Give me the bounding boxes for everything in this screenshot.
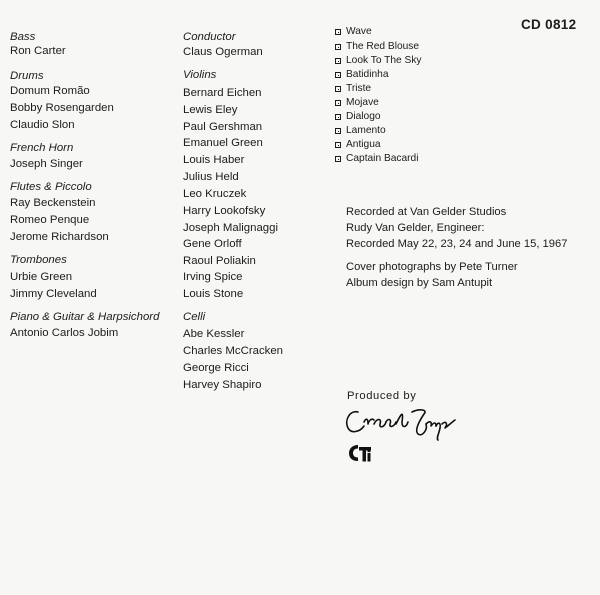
produced-by-label: Produced by [347, 390, 417, 402]
track-title: Antigua [346, 139, 381, 150]
musician-name: Claudio Slon [10, 119, 75, 131]
track-item [335, 111, 381, 123]
musician-name: Urbie Green [10, 271, 73, 283]
track-item [335, 97, 379, 109]
track-title: Look To The Sky [346, 55, 422, 66]
recording-info-line: Rudy Van Gelder, Engineer: [346, 222, 485, 234]
musician-name: George Ricci [183, 362, 249, 374]
section-title-trombones: Trombones [10, 254, 67, 266]
musician-name: Julius Held [183, 171, 239, 183]
musician-name: Jerome Richardson [10, 231, 109, 243]
musician-name: Gene Orloff [183, 238, 242, 250]
musician-name: Lewis Eley [183, 104, 238, 116]
musician-name: Bobby Rosengarden [10, 102, 114, 114]
producer-signature [342, 402, 462, 442]
track-title: The Red Blouse [346, 41, 420, 52]
track-item [335, 125, 386, 137]
track-item [335, 139, 381, 151]
track-title: Wave [346, 26, 372, 37]
musician-name: Ron Carter [10, 45, 66, 57]
musician-name: Joseph Singer [10, 158, 83, 170]
track-item [335, 83, 371, 95]
musician-name: Jimmy Cleveland [10, 288, 97, 300]
track-title: Dialogo [346, 111, 381, 122]
section-title-conductor: Conductor [183, 31, 236, 43]
musician-name: Domum Romão [10, 85, 90, 97]
section-title-bass: Bass [10, 31, 36, 43]
track-number-box-icon [335, 142, 341, 148]
track-title: Lamento [346, 125, 386, 136]
musician-name: Irving Spice [183, 271, 243, 283]
cti-logo [348, 442, 374, 464]
credits-info-line: Cover photographs by Pete Turner [346, 261, 518, 273]
section-title-flutes-piccolo: Flutes & Piccolo [10, 181, 92, 193]
musician-name: Romeo Penque [10, 214, 90, 226]
musician-name: Raoul Poliakin [183, 255, 256, 267]
track-item [335, 153, 419, 165]
track-number-box-icon [335, 114, 341, 120]
musician-name: Claus Ogerman [183, 46, 263, 58]
musician-name: Paul Gershman [183, 121, 263, 133]
recording-info-line: Recorded May 22, 23, 24 and June 15, 1967 [346, 238, 568, 250]
track-title: Captain Bacardi [346, 153, 419, 164]
track-title: Mojave [346, 97, 379, 108]
musician-name: Charles McCracken [183, 345, 284, 357]
musician-name: Harry Lookofsky [183, 205, 266, 217]
musician-name: Ray Beckenstein [10, 197, 96, 209]
musician-name: Louis Stone [183, 288, 244, 300]
track-number-box-icon [335, 72, 341, 78]
track-number-box-icon [335, 44, 341, 50]
track-item [335, 69, 388, 81]
track-number-box-icon [335, 156, 341, 162]
section-title-piano-guitar-harpsichord: Piano & Guitar & Harpsichord [10, 311, 160, 323]
track-title: Triste [346, 83, 372, 94]
musician-name: Emanuel Green [183, 137, 263, 149]
musician-name: Abe Kessler [183, 328, 245, 340]
track-item [335, 41, 419, 53]
musician-name: Antonio Carlos Jobim [10, 327, 119, 339]
credits-info-line: Album design by Sam Antupit [346, 277, 493, 289]
track-item [335, 55, 422, 67]
track-number-box-icon [335, 86, 341, 92]
track-number-box-icon [335, 100, 341, 106]
musician-name: Harvey Shapiro [183, 379, 262, 391]
section-title-violins: Violins [183, 69, 217, 81]
track-number-box-icon [335, 58, 341, 64]
musician-name: Joseph Malignaggi [183, 222, 278, 234]
track-number-box-icon [335, 29, 341, 35]
musician-name: Leo Kruczek [183, 188, 247, 200]
section-title-drums: Drums [10, 70, 44, 82]
section-title-french-horn: French Horn [10, 142, 74, 154]
musician-name: Bernard Eichen [183, 87, 262, 99]
section-title-celli: Celli [183, 311, 206, 323]
catalog-number: CD 0812 [521, 17, 577, 32]
recording-info-line: Recorded at Van Gelder Studios [346, 206, 507, 218]
musician-name: Louis Haber [183, 154, 245, 166]
track-item [335, 26, 372, 38]
track-title: Batidinha [346, 69, 389, 80]
track-number-box-icon [335, 128, 341, 134]
